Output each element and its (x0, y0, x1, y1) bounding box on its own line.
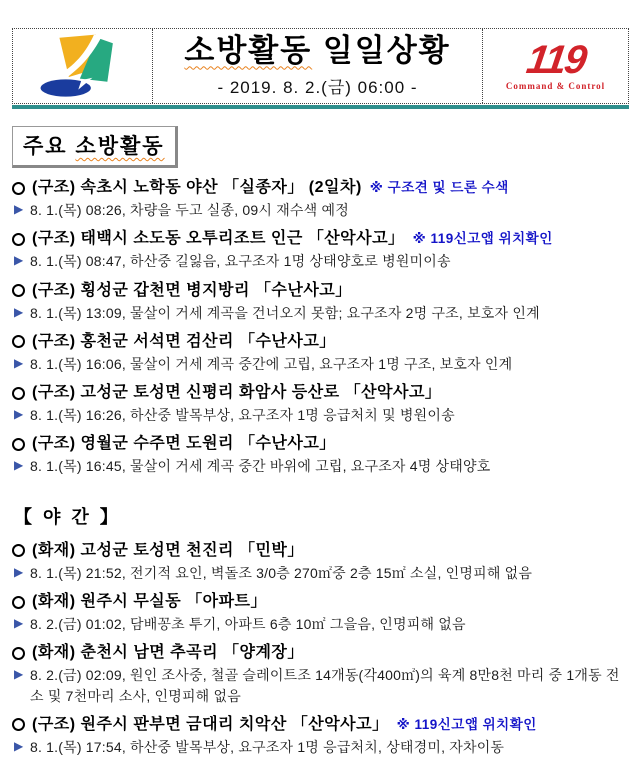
item-detail-line (14, 303, 629, 323)
arrow-bullet-icon: ▶ (14, 407, 24, 422)
arrow-bullet-icon: ▶ (14, 564, 24, 579)
report-item (12, 643, 629, 706)
circle-bullet-icon (12, 233, 25, 246)
item-title: (구조) 영월군 수주면 도원리 「수난사고」 (32, 435, 336, 453)
report-item (12, 178, 629, 220)
report-item (12, 541, 629, 583)
circle-bullet-icon (12, 647, 25, 660)
item-detail-line (14, 563, 629, 583)
arrow-bullet-icon: ▶ (14, 304, 24, 319)
circle-bullet-icon (12, 387, 25, 400)
gangwon-province-logo-icon (29, 33, 137, 99)
arrow-bullet-icon: ▶ (14, 458, 24, 473)
item-detail-line (14, 200, 629, 220)
item-detail: 8. 1.(목) 21:52, 전기적 요인, 벽돌조 3/0층 270㎡중 2층 15㎡ 소실, 인명피해 없음 (30, 564, 533, 581)
day-items-list (12, 178, 629, 477)
item-main-line (12, 229, 629, 249)
header-banner (12, 28, 629, 104)
item-detail: 8. 1.(목) 13:09, 물살이 거세 계곡을 건너오지 못함; 요구조자 2명 구조, 보호자 인계 (30, 304, 540, 321)
item-title: (화재) 춘천시 남면 추곡리 「양계장」 (32, 644, 304, 662)
report-item (12, 281, 629, 323)
arrow-bullet-icon: ▶ (14, 616, 24, 631)
circle-bullet-icon (12, 544, 25, 557)
item-detail-line (14, 665, 629, 706)
report-item (12, 332, 629, 374)
page-title (184, 34, 450, 68)
logo-119-cell (482, 29, 628, 103)
province-logo-cell (13, 29, 153, 103)
item-title: (구조) 속초시 노학동 야산 「실종자」 (2일차) (32, 179, 362, 196)
report-item (12, 229, 629, 271)
section-heading-box (12, 126, 178, 168)
arrow-bullet-icon: ▶ (14, 667, 24, 682)
night-section-heading: 【 야 간 】 (14, 506, 121, 527)
item-note: ※ 구조견 및 드론 수색 (369, 180, 509, 195)
item-title: (구조) 홍천군 서석면 검산리 「수난사고」 (32, 332, 336, 350)
item-main-line (12, 383, 629, 403)
circle-bullet-icon (12, 182, 25, 195)
section-heading-underlined: 소방활동 (75, 135, 165, 158)
item-detail: 8. 2.(금) 02:09, 원인 조사중, 철골 슬레이트조 14개동(각400㎡)의 육계 8만8천 마리 중 1개동 전소 및 7천마리 소사, 인명피해 없음 (30, 667, 620, 704)
item-detail-line (14, 354, 629, 374)
circle-bullet-icon (12, 718, 25, 731)
item-detail: 8. 1.(목) 17:54, 하산중 발목부상, 요구조자 1명 응급처치, 상태경미, 자차이동 (30, 738, 505, 755)
item-main-line (12, 715, 629, 735)
report-item (12, 383, 629, 425)
item-main-line (12, 434, 629, 454)
item-detail: 8. 2.(금) 01:02, 담배꽁초 투기, 아파트 6층 10㎡ 그을음, 인명피해 없음 (30, 616, 466, 633)
item-main-line (12, 178, 629, 198)
arrow-bullet-icon: ▶ (14, 253, 24, 268)
item-main-line (12, 643, 629, 663)
report-item (12, 715, 629, 757)
report-item (12, 434, 629, 476)
teal-divider (12, 105, 629, 109)
item-detail-line (14, 251, 629, 271)
title-cell (153, 29, 482, 103)
item-title: (화재) 원주시 무실동 「아파트」 (32, 593, 268, 611)
logo-119-icon: 119 (523, 37, 588, 82)
item-detail-line (14, 405, 629, 425)
item-main-line (12, 541, 629, 561)
logo-119-caption: Command & Control (505, 80, 606, 91)
item-title: (화재) 고성군 토성면 천진리 「민박」 (32, 541, 304, 559)
item-detail-line (14, 737, 629, 757)
title-word-underlined: 소방활동 (184, 33, 313, 69)
section-heading-prefix: 주요 (23, 135, 76, 158)
arrow-bullet-icon: ▶ (14, 202, 24, 216)
arrow-bullet-icon: ▶ (14, 738, 24, 753)
circle-bullet-icon (12, 284, 25, 297)
item-title: (구조) 원주시 판부면 금대리 치악산 「산악사고」 (32, 715, 389, 733)
item-title: (구조) 횡성군 갑천면 병지방리 「수난사고」 (32, 281, 352, 299)
report-datetime: - 2019. 8. 2.(금) 06:00 - (217, 77, 418, 97)
item-detail-line (14, 614, 629, 634)
item-note: ※ 119신고앱 위치확인 (396, 716, 537, 732)
item-detail-line (14, 456, 629, 476)
item-main-line (12, 592, 629, 612)
item-detail: 8. 1.(목) 08:26, 차량을 두고 실종, 09시 재수색 예정 (30, 202, 349, 218)
item-detail: 8. 1.(목) 08:47, 하산중 길잃음, 요구조자 1명 상태양호로 병원미이송 (30, 253, 451, 270)
item-detail: 8. 1.(목) 16:06, 물살이 거세 계곡 중간에 고립, 요구조자 1명 구조, 보호자 인계 (30, 355, 513, 372)
night-items-list (12, 541, 629, 757)
report-item (12, 592, 629, 634)
item-main-line (12, 332, 629, 352)
arrow-bullet-icon: ▶ (14, 355, 24, 370)
item-detail: 8. 1.(목) 16:26, 하산중 발목부상, 요구조자 1명 응급처치 및 병원이송 (30, 407, 455, 424)
circle-bullet-icon (12, 596, 25, 609)
item-title: (구조) 태백시 소도동 오투리조트 인근 「산악사고」 (32, 230, 405, 248)
item-main-line (12, 281, 629, 301)
item-detail: 8. 1.(목) 16:45, 물살이 거세 계곡 중간 바위에 고립, 요구조자 4명 상태양호 (30, 458, 491, 475)
title-word-rest: 일일상황 (322, 33, 451, 69)
item-note: ※ 119신고앱 위치확인 (412, 231, 553, 247)
circle-bullet-icon (12, 335, 25, 348)
circle-bullet-icon (12, 438, 25, 451)
item-title: (구조) 고성군 토성면 신평리 화암사 등산로 「산악사고」 (32, 384, 442, 402)
